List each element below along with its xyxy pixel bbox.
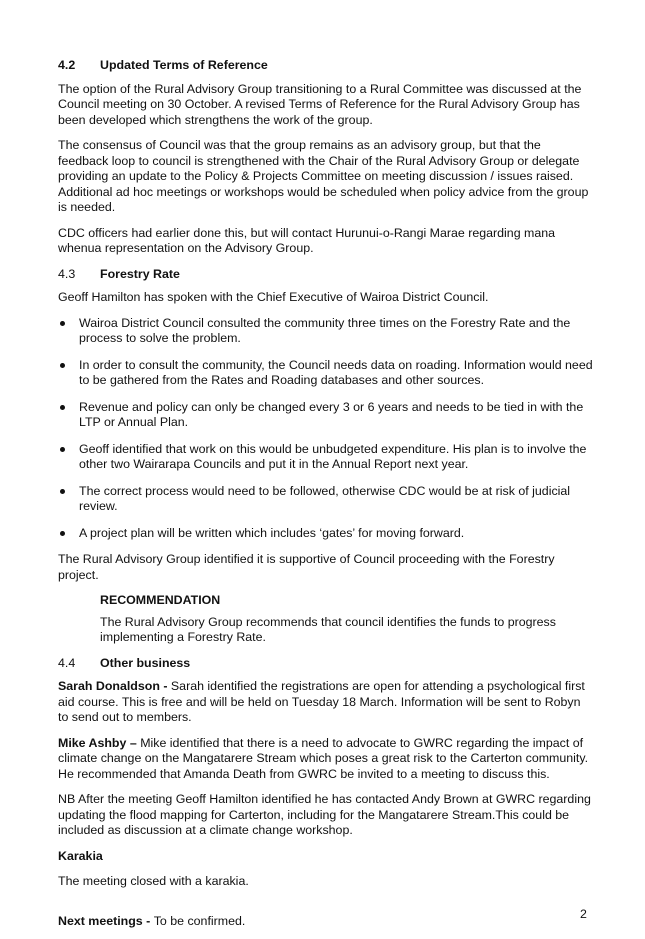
section-heading-4-4 <box>58 656 593 672</box>
section-number: 4.3 <box>58 266 76 281</box>
page-number: 2 <box>580 907 587 921</box>
list-item-text: Geoff identified that work on this would be unbudgeted expenditure. His plan is to involve the other two Wairarapa Councils and put it in the Annual Report next year. <box>79 441 587 471</box>
list-item-text: In order to consult the community, the Council needs data on roading. Information would need to be gathered from the Rates and Roading databases and other sources. <box>79 357 593 387</box>
list-item <box>58 484 593 515</box>
paragraph: The Rural Advisory Group identified it is supportive of Council proceeding with the Forestry project. <box>58 552 555 582</box>
section-heading-4-2 <box>58 58 593 74</box>
section-heading-4-3 <box>58 267 593 283</box>
paragraph-mike <box>58 736 593 783</box>
recommendation-title: RECOMMENDATION <box>100 593 221 607</box>
list-item-text: A project plan will be written which includes ‘gates’ for moving forward. <box>79 525 465 540</box>
bullet-icon <box>60 405 65 410</box>
speaker-name: Mike Ashby – <box>58 735 141 750</box>
paragraph: Geoff Hamilton has spoken with the Chief Executive of Wairoa District Council. <box>58 290 489 304</box>
list-item <box>58 400 593 431</box>
section-title: Forestry Rate <box>100 266 180 281</box>
section-number: 4.4 <box>58 655 76 670</box>
list-item-text: Revenue and policy can only be changed every 3 or 6 years and needs to be tied in with the LTP or Annual Plan. <box>79 399 584 429</box>
section-title: Updated Terms of Reference <box>100 58 268 72</box>
list-item <box>58 442 593 473</box>
list-item-text: The correct process would need to be followed, otherwise CDC would be at risk of judicial review. <box>79 483 571 513</box>
paragraph: The option of the Rural Advisory Group transitioning to a Rural Committee was discussed at the Council meeting on 30 October. A revised Terms of Reference for the Rural Advisory Group has been developed which strengthens the work of the group. <box>58 81 582 127</box>
list-item <box>58 526 593 542</box>
paragraph: The meeting closed with a karakia. <box>58 874 249 888</box>
speaker-name: Sarah Donaldson - <box>58 679 171 693</box>
recommendation-block <box>100 593 593 646</box>
list-item <box>58 358 593 389</box>
bullet-icon <box>60 489 65 494</box>
recommendation-text: The Rural Advisory Group recommends that council identifies the funds to progress implementing a Forestry Rate. <box>100 614 556 644</box>
karakia-heading <box>58 849 593 865</box>
list-item <box>58 316 593 347</box>
paragraph: CDC officers had earlier done this, but will contact Hurunui-o-Rangi Marae regarding mana whenua representation on the Advisory Group. <box>58 225 556 255</box>
paragraph-text: Sarah identified the registrations are open for attending a psychological first aid course. This is free and will be held on Tuesday 18 March. Information will be sent to Robyn to send out to members. <box>58 679 585 724</box>
section-number: 4.2 <box>58 58 76 72</box>
next-meetings <box>58 914 593 930</box>
karakia-title: Karakia <box>58 848 103 863</box>
bullet-icon <box>60 447 65 452</box>
next-meetings-label: Next meetings - <box>58 913 154 928</box>
bullet-icon <box>60 321 65 326</box>
bullet-icon <box>60 531 65 536</box>
spacer <box>58 900 593 914</box>
paragraph-sarah <box>58 679 593 726</box>
bullet-list <box>58 316 593 542</box>
document-page <box>58 58 593 939</box>
next-meetings-text: To be confirmed. <box>153 913 246 928</box>
section-title: Other business <box>100 655 191 670</box>
list-item-text: Wairoa District Council consulted the community three times on the Forestry Rate and the process to solve the problem. <box>79 315 571 345</box>
bullet-icon <box>60 363 65 368</box>
paragraph-nb: NB After the meeting Geoff Hamilton identified he has contacted Andy Brown at GWRC regarding updating the flood mapping for Carterton, including for the Mangatarere Stream.This could be included as discussion at a climate change workshop. <box>58 792 591 837</box>
paragraph: The consensus of Council was that the group remains as an advisory group, but that the feedback loop to council is strengthened with the Chair of the Rural Advisory Group or delegate providing an update to the Policy & Projects Committee on meeting discussion / issues raised. Additional ad hoc meetings or workshops would be scheduled when policy advice from the group is needed. <box>58 138 589 214</box>
paragraph-text: Mike identified that there is a need to advocate to GWRC regarding the impact of climate change on the Mangatarere Stream which poses a great risk to the Carterton community. He recommended that Amanda Death from GWRC be invited to a meeting to discuss this. <box>58 735 589 781</box>
